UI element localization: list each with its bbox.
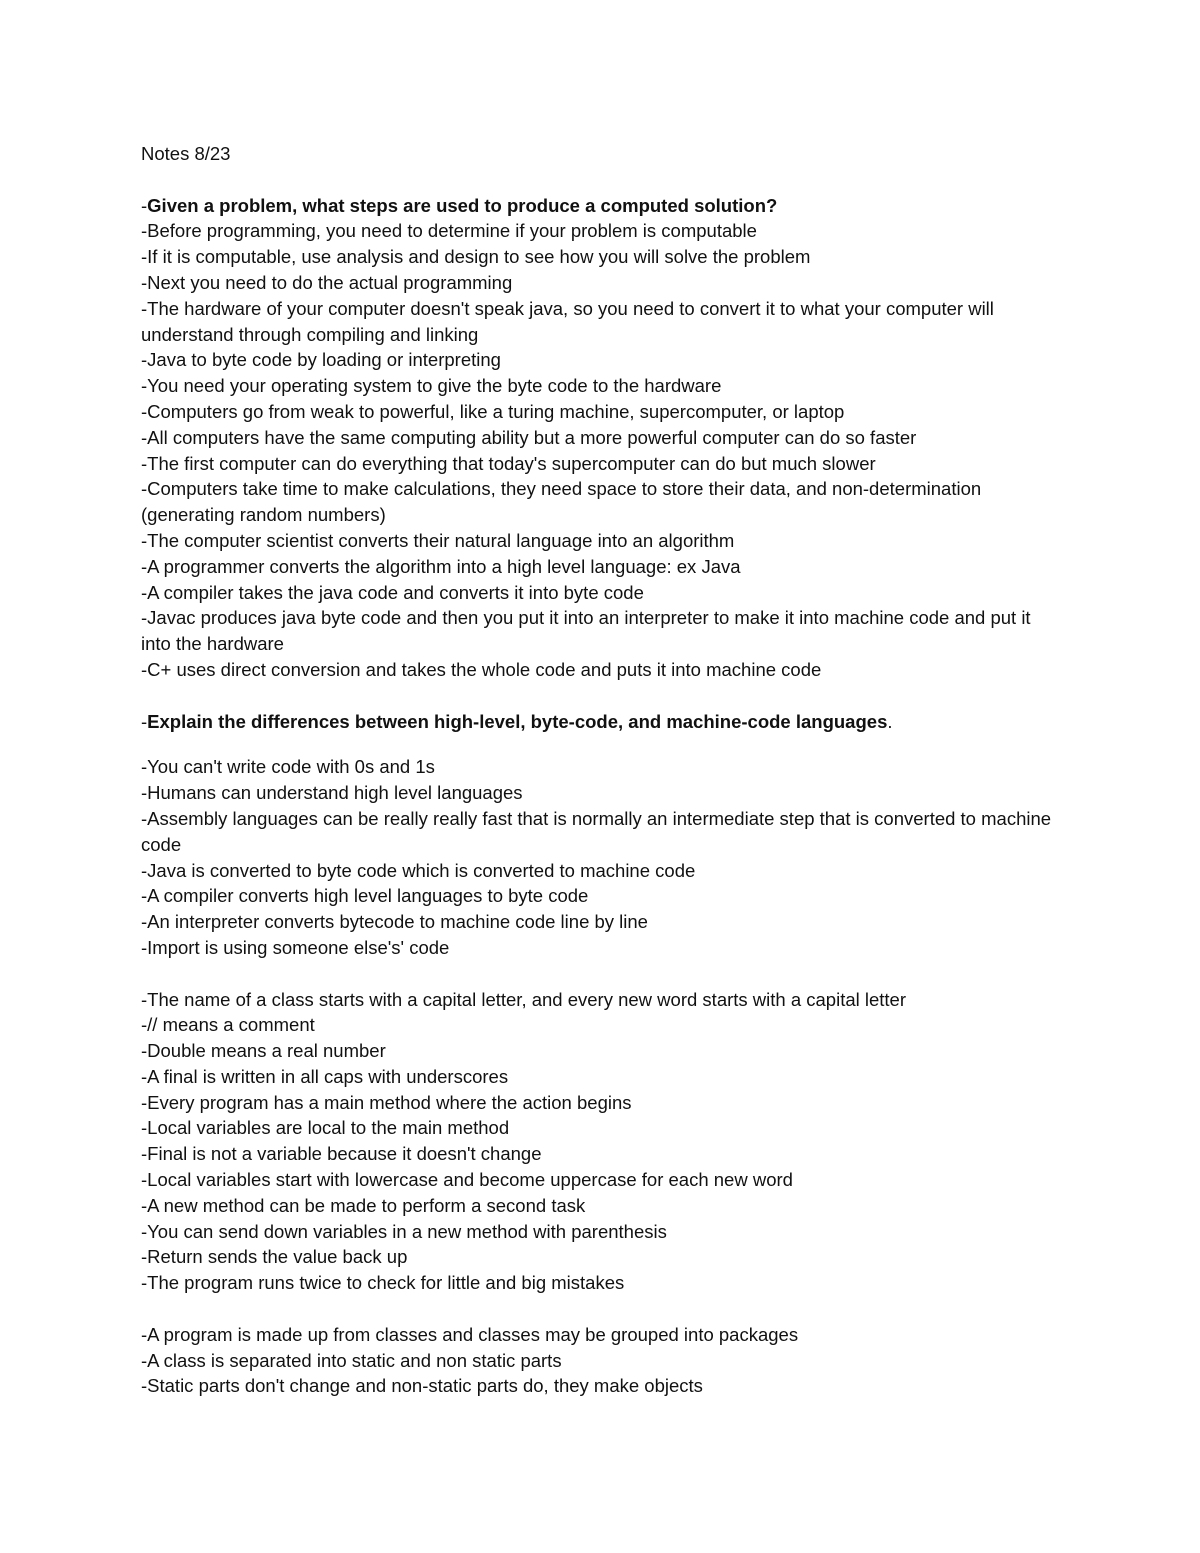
section-heading [141,709,1061,735]
heading-text: Explain the differences between high-level, byte-code, and machine-code languages [147,710,888,732]
note-line: -Java to byte code by loading or interpreting [141,349,501,371]
note-line: -Humans can understand high level languages [141,782,523,804]
note-line: -// means a comment [141,1014,315,1036]
section-heading [141,193,1061,219]
note-line: -All computers have the same computing ability but a more powerful computer can do so faster [141,426,917,448]
note-line: -Javac produces java byte code and then you put it into an interpreter to make it into machine code and put it into the hardware [141,607,1031,655]
note-line: -A new method can be made to perform a second task [141,1194,586,1216]
note-line: -You can't write code with 0s and 1s [141,756,435,778]
heading-text: Given a problem, what steps are used to produce a computed solution? [147,194,778,216]
note-line: -A compiler takes the java code and converts it into byte code [141,581,644,603]
section-classes [141,1322,1061,1399]
spacer [141,683,1061,709]
note-line: -The computer scientist converts their natural language into an algorithm [141,529,735,551]
note-line: -If it is computable, use analysis and design to see how you will solve the problem [141,246,811,268]
note-line: -A programmer converts the algorithm into a high level language: ex Java [141,555,741,577]
note-line: -Final is not a variable because it doesn't change [141,1143,542,1165]
note-line: -Local variables start with lowercase and become uppercase for each new word [141,1169,793,1191]
notes-body [141,141,1061,1399]
note-line: -An interpreter converts bytecode to machine code line by line [141,911,648,933]
note-line: -The name of a class starts with a capital letter, and every new word starts with a capital letter [141,988,907,1010]
heading-dash: - [141,194,148,216]
note-line: -C+ uses direct conversion and takes the whole code and puts it into machine code [141,658,822,680]
note-line: -Before programming, you need to determine if your problem is computable [141,220,757,242]
note-line: -You need your operating system to give the byte code to the hardware [141,375,722,397]
spacer [141,167,1061,193]
note-line: -The first computer can do everything that today's supercomputer can do but much slower [141,452,876,474]
note-line: -The hardware of your computer doesn't speak java, so you need to convert it to what your computer will understand through compiling and linking [141,297,994,345]
note-line: -Computers take time to make calculations, they need space to store their data, and non-determination (generating random numbers) [141,478,982,526]
heading-period: . [887,710,893,732]
spacer [141,1296,1061,1322]
note-line: -Import is using someone else's' code [141,936,450,958]
spacer [141,961,1061,987]
note-line: -A final is written in all caps with underscores [141,1065,509,1087]
note-line: -Assembly languages can be really really fast that is normally an intermediate step that is converted to machine code [141,807,1052,855]
heading-dash: - [141,710,148,732]
section-language-differences [141,709,1061,961]
section-java-basics [141,987,1061,1297]
note-line: -A compiler converts high level languages to byte code [141,885,589,907]
note-line: -The program runs twice to check for little and big mistakes [141,1272,625,1294]
note-line: -Local variables are local to the main method [141,1117,510,1139]
note-line: -Computers go from weak to powerful, like a turing machine, supercomputer, or laptop [141,400,845,422]
page-title: Notes 8/23 [141,143,231,164]
note-line: -Next you need to do the actual programming [141,271,513,293]
note-line: -Double means a real number [141,1040,386,1062]
note-line: -A program is made up from classes and classes may be grouped into packages [141,1323,799,1345]
note-line: -You can send down variables in a new method with parenthesis [141,1220,667,1242]
note-line: -A class is separated into static and non static parts [141,1349,562,1371]
spacer [141,734,1061,754]
note-line: -Java is converted to byte code which is converted to machine code [141,859,696,881]
section-computed-solution [141,193,1061,683]
note-line: -Every program has a main method where the action begins [141,1091,632,1113]
note-line: -Return sends the value back up [141,1246,408,1268]
note-line: -Static parts don't change and non-static parts do, they make objects [141,1375,703,1397]
